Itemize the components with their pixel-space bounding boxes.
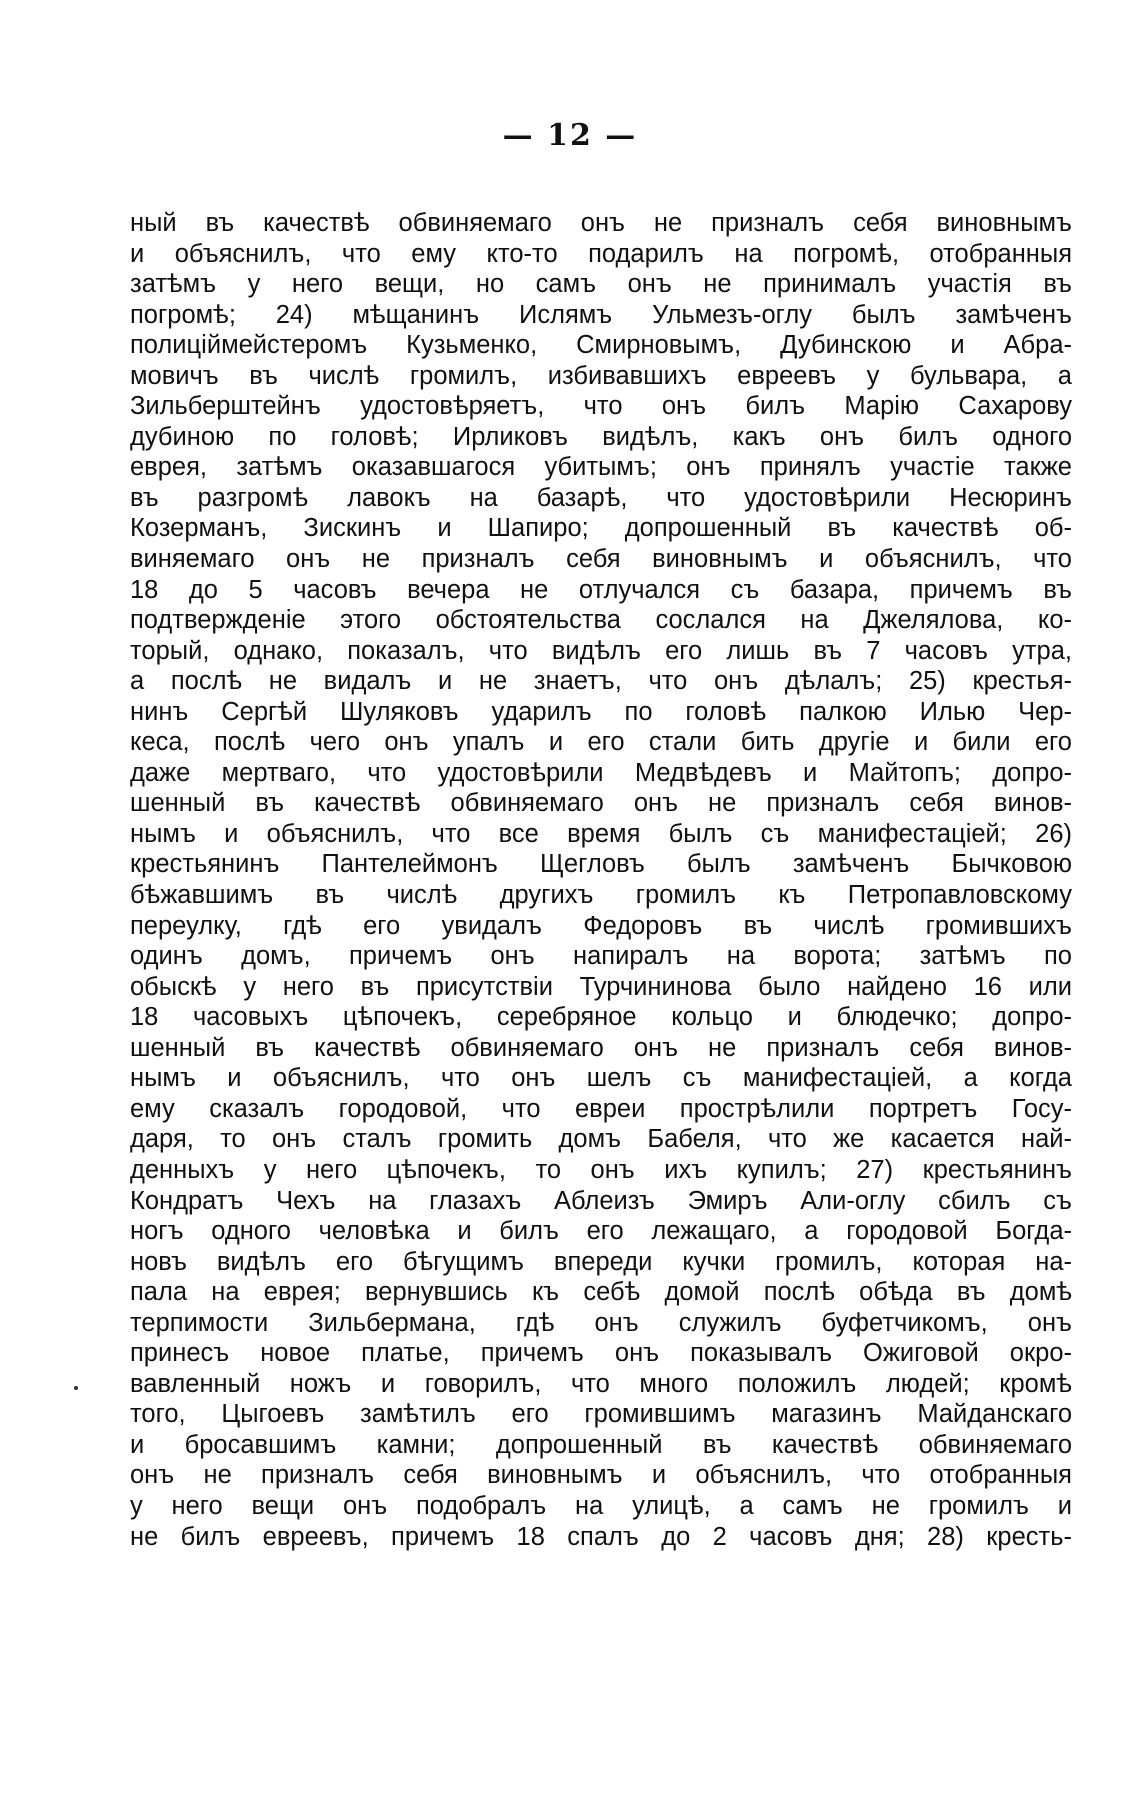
text-line: даже мертваго, что удостовѣрили Медвѣдевъ и Майтопъ; допро- [130,758,1072,787]
text-line: нинъ Сергѣй Шуляковъ ударилъ по головѣ палкою Илью Чер- [130,697,1072,726]
text-line: новъ видѣлъ его бѣгущимъ впереди кучки громилъ, которая на- [130,1247,1072,1276]
text-line: торый, однако, показалъ, что видѣлъ его лишь въ 7 часовъ утра, [130,636,1072,665]
text-line: и объяснилъ, что ему кто-то подарилъ на погромѣ, отобранныя [130,239,1072,268]
margin-speck [74,1386,78,1390]
text-line: даря, то онъ сталъ громить домъ Бабеля, что же касается най- [130,1125,1072,1154]
text-line: терпимости Зильбермана, гдѣ онъ служилъ буфетчикомъ, онъ [130,1308,1072,1337]
text-line: ный въ качествѣ обвиняемаго онъ не призналъ себя виновнымъ [130,209,1072,237]
text-line: одинъ домъ, причемъ онъ напиралъ на ворота; затѣмъ по [130,942,1072,971]
text-line: въ разгромѣ лавокъ на базарѣ, что удостовѣрили Несюринъ [130,483,1072,512]
text-line: Кондратъ Чехъ на глазахъ Аблеизъ Эмиръ Али-оглу сбилъ съ [130,1186,1072,1215]
text-line: пала на еврея; вернувшись къ себѣ домой послѣ обѣда въ домѣ [130,1278,1072,1307]
text-line: полиціймейстеромъ Кузьменко, Смирновымъ, Дубинскою и Абра- [130,331,1072,360]
text-line: мовичъ въ числѣ громилъ, избивавшихъ евреевъ у бульвара, а [130,361,1072,390]
text-line: денныхъ у него цѣпочекъ, то онъ ихъ купилъ; 27) крестьянинъ [130,1155,1072,1184]
text-line: бѣжавшимъ въ числѣ другихъ громилъ къ Петропавловскому [130,881,1072,910]
text-line: 18 часовыхъ цѣпочекъ, серебряное кольцо и блюдечко; допро- [130,1003,1072,1032]
text-line: Козерманъ, Зискинъ и Шапиро; допрошенный въ качествѣ об- [130,514,1072,543]
text-line: того, Цыгоевъ замѣтилъ его громившимъ магазинъ Майданскаго [130,1400,1072,1429]
page-number: — 12 — [502,118,638,153]
text-line: а послѣ не видалъ и не знаетъ, что онъ дѣлалъ; 25) крестья- [130,667,1072,696]
text-line: ему сказалъ городовой, что евреи прострѣлили портретъ Госу- [130,1094,1072,1123]
text-line: затѣмъ у него вещи, но самъ онъ не принималъ участія въ [130,270,1072,299]
text-line: дубиною по головѣ; Ирликовъ видѣлъ, какъ онъ билъ одного [130,422,1072,451]
text-line: нымъ и объяснилъ, что онъ шелъ съ манифестаціей, а когда [130,1064,1072,1093]
text-line: переулку, гдѣ его увидалъ Федоровъ въ числѣ громившихъ [130,911,1072,940]
text-line: кеса, послѣ чего онъ упалъ и его стали бить другіе и били его [130,728,1072,757]
body-text [130,208,1072,1552]
text-line: Зильберштейнъ удостовѣряетъ, что онъ билъ Марію Сахарову [130,392,1072,421]
text-line: крестьянинъ Пантелеймонъ Щегловъ былъ замѣченъ Бычковою [130,850,1072,879]
text-line: и бросавшимъ камни; допрошенный въ качествѣ обвиняемаго [130,1430,1072,1459]
text-line: ногъ одного человѣка и билъ его лежащаго, а городовой Богда- [130,1217,1072,1246]
text-line: еврея, затѣмъ оказавшагося убитымъ; онъ принялъ участіе также [130,453,1072,482]
text-line: принесъ новое платье, причемъ онъ показывалъ Ожиговой окро- [130,1339,1072,1368]
text-line: шенный въ качествѣ обвиняемаго онъ не призналъ себя винов- [130,1033,1072,1062]
text-line: вавленный ножъ и говорилъ, что много положилъ людей; кромѣ [130,1369,1072,1398]
text-line: погромѣ; 24) мѣщанинъ Ислямъ Ульмезъ-оглу былъ замѣченъ [130,300,1072,329]
text-line: у него вещи онъ подобралъ на улицѣ, а самъ не громилъ и [130,1491,1072,1520]
text-line: онъ не призналъ себя виновнымъ и объяснилъ, что отобранныя [130,1461,1072,1490]
text-line: 18 до 5 часовъ вечера не отлучался съ базара, причемъ въ [130,575,1072,604]
text-line: нымъ и объяснилъ, что все время былъ съ манифестаціей; 26) [130,819,1072,848]
text-line: подтвержденіе этого обстоятельства сослался на Джелялова, ко- [130,606,1072,635]
text-line: не билъ евреевъ, причемъ 18 спалъ до 2 часовъ дня; 28) кресть- [130,1522,1072,1551]
text-line: виняемаго онъ не призналъ себя виновнымъ и объяснилъ, что [130,545,1072,574]
text-line: шенный въ качествѣ обвиняемаго онъ не призналъ себя винов- [130,789,1072,818]
text-line: обыскѣ у него въ присутствіи Турчининова было найдено 16 или [130,972,1072,1001]
